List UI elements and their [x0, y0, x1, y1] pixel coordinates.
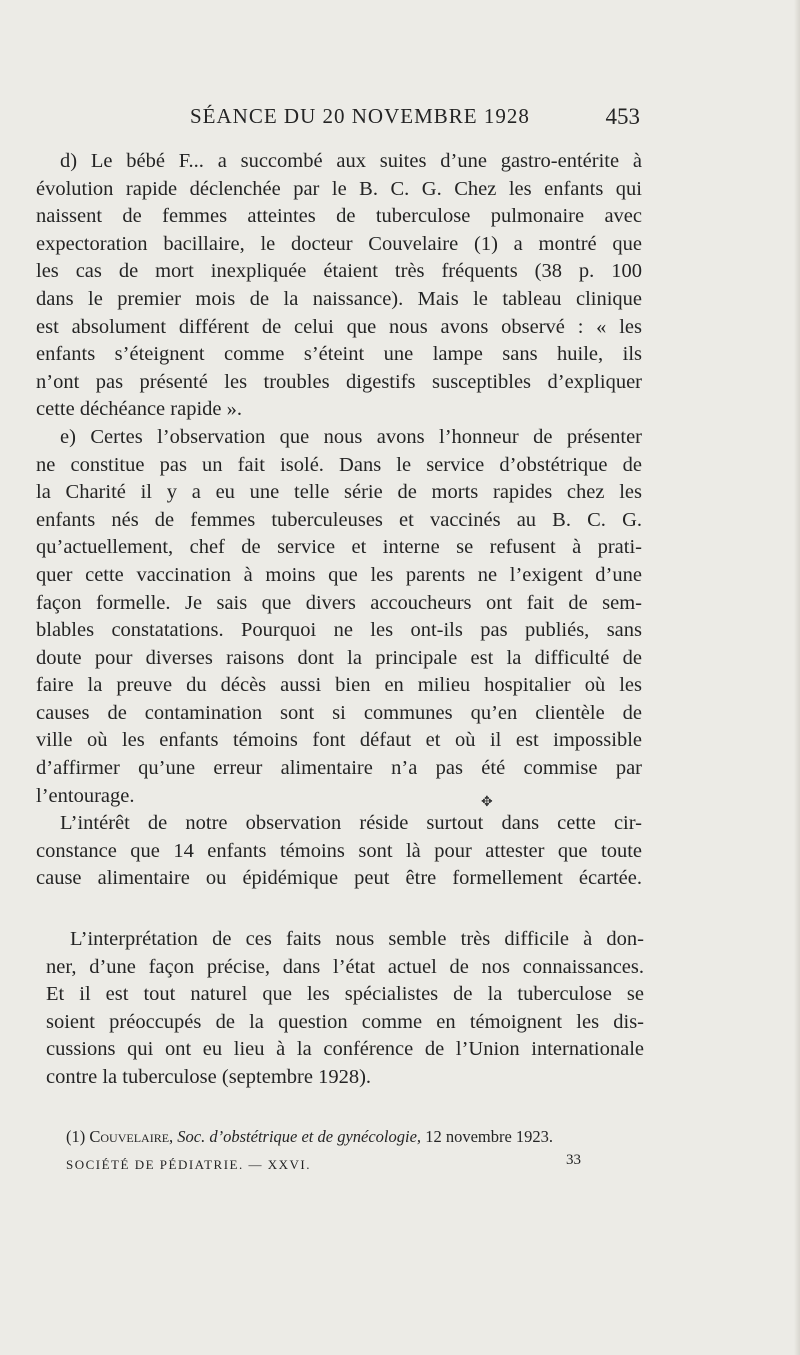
- body-line: les cas de mort inexpliquée étaient très fréquents (38 p. 100: [36, 260, 642, 283]
- body-line: faire la preuve du décès aussi bien en milieu hospitalier où les: [36, 674, 642, 697]
- footnote-author: Couvelaire,: [89, 1127, 174, 1146]
- body-line: cause alimentaire ou épidémique peut être formellement écartée.: [36, 867, 642, 890]
- body-text-conclusion: [46, 926, 644, 1092]
- body-text-main: [36, 148, 642, 893]
- body-line: la Charité il y a eu une telle série de morts rapides chez les: [36, 481, 642, 504]
- body-line: expectoration bacillaire, le docteur Couvelaire (1) a montré que: [36, 232, 642, 255]
- body-line: évolution rapide déclenchée par le B. C. G. Chez les enfants qui: [36, 177, 642, 200]
- body-line: est absolument différent de celui que nous avons observé : « les: [36, 315, 642, 338]
- running-title: SÉANCE DU 20 NOVEMBRE 1928: [190, 104, 530, 128]
- running-head: [190, 104, 640, 138]
- body-line: cette déchéance rapide ».: [36, 398, 243, 421]
- body-line: e) Certes l’observation que nous avons l’honneur de présenter: [60, 425, 642, 448]
- footnote-citation: Soc. d’obstétrique et de gynécologie,: [177, 1127, 422, 1146]
- body-line: Et il est tout naturel que les spécialistes de la tuberculose se: [46, 983, 644, 1006]
- footnote: [66, 1127, 553, 1147]
- body-line: d’affirmer qu’une erreur alimentaire n’a pas été commise par: [36, 757, 642, 780]
- body-line: doute pour diverses raisons dont la principale est la difficulté de: [36, 646, 642, 669]
- body-line: soient préoccupés de la question comme en témoignent les dis-: [46, 1010, 644, 1033]
- footnote-marker: (1): [66, 1127, 86, 1146]
- body-line: qu’actuellement, chef de service et interne se refusent à prati-: [36, 536, 642, 559]
- body-line: constance que 14 enfants témoins sont là pour attester que toute: [36, 839, 642, 862]
- signature-line: SOCIÉTÉ DE PÉDIATRIE. — XXVI.: [66, 1157, 311, 1172]
- body-line: enfants nés de femmes tuberculeuses et vaccinés au B. C. G.: [36, 508, 642, 531]
- page-number: 453: [605, 104, 640, 129]
- signature-number: 33: [566, 1152, 581, 1168]
- footnote-date: 12 novembre 1923.: [425, 1127, 554, 1146]
- body-line: enfants s’éteignent comme s’éteint une lampe sans huile, ils: [36, 343, 642, 366]
- body-line: dans le premier mois de la naissance). Mais le tableau clinique: [36, 287, 642, 310]
- body-line: L’intérêt de notre observation réside surtout dans cette cir-: [60, 812, 642, 835]
- body-line: quer cette vaccination à moins que les parents ne l’exigent d’une: [36, 563, 642, 586]
- body-line: ville où les enfants témoins font défaut et où il est impossible: [36, 729, 642, 752]
- body-line: ne constitue pas un fait isolé. Dans le service d’obstétrique de: [36, 453, 642, 476]
- body-line: contre la tuberculose (septembre 1928).: [46, 1065, 372, 1088]
- ornament-glyph: ✥: [481, 795, 493, 810]
- body-line: n’ont pas présenté les troubles digestifs susceptibles d’expliquer: [36, 370, 642, 393]
- body-line: causes de contamination sont si communes qu’en clientèle de: [36, 701, 642, 724]
- body-line: façon formelle. Je sais que divers accoucheurs ont fait de sem-: [36, 591, 642, 614]
- body-line: blables constatations. Pourquoi ne les ont-ils pas publiés, sans: [36, 619, 642, 642]
- body-line: L’interprétation de ces faits nous semble très difficile à don-: [70, 928, 644, 950]
- body-line: naissent de femmes atteintes de tuberculose pulmonaire avec: [36, 205, 642, 228]
- body-line: cussions qui ont eu lieu à la conférence de l’Union internationale: [46, 1038, 644, 1061]
- body-line: d) Le bébé F... a succombé aux suites d’une gastro-entérite à: [60, 150, 642, 172]
- page-edge-shadow: [794, 0, 800, 1355]
- body-line: ner, d’une façon précise, dans l’état actuel de nos connaissances.: [46, 955, 644, 978]
- body-line: l’entourage.: [36, 784, 135, 807]
